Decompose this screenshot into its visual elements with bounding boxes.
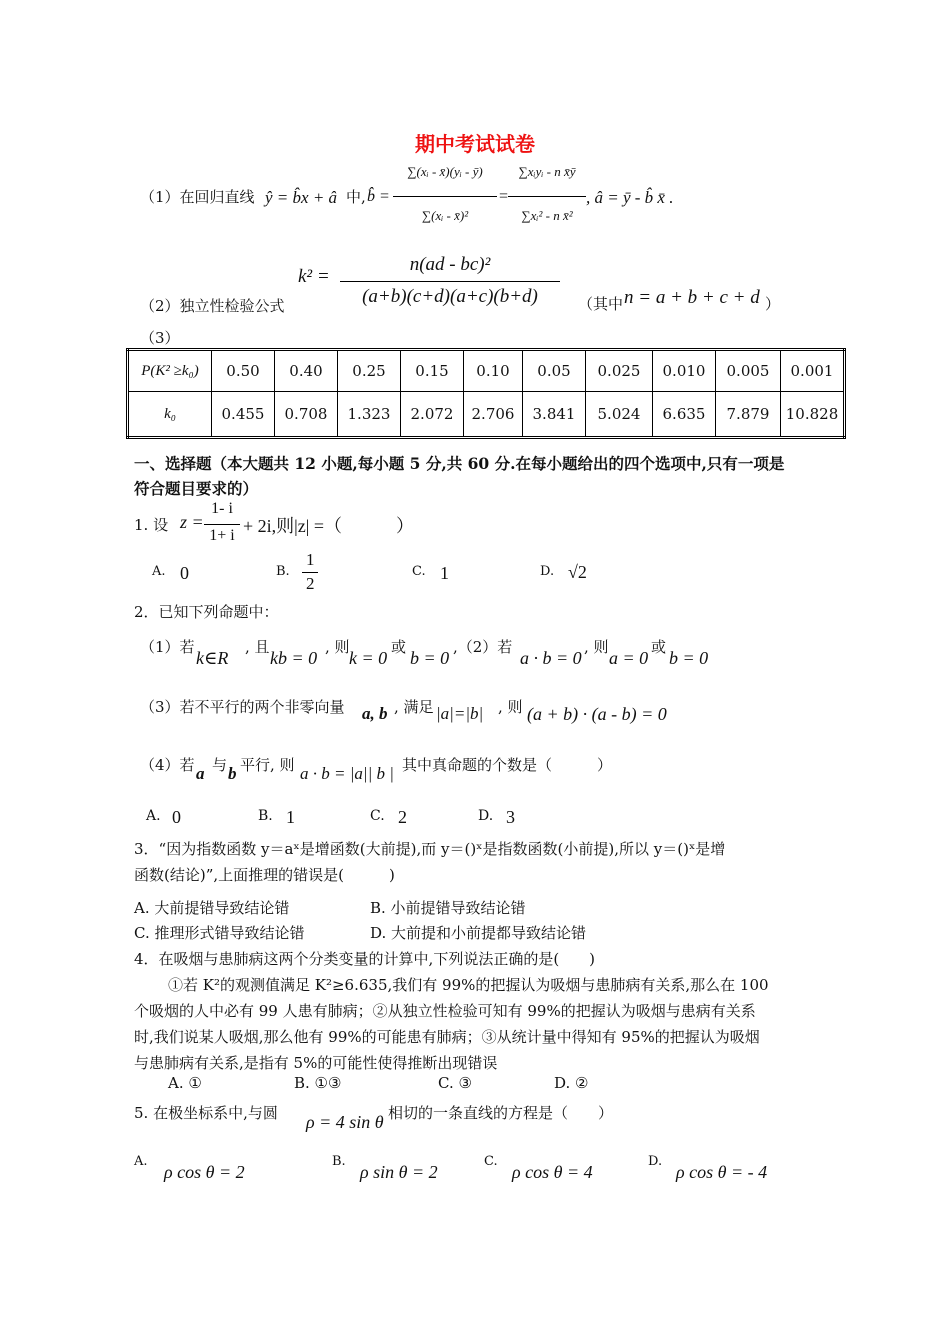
q5-option-a: ρ cos θ = 2 <box>164 1162 245 1182</box>
q1-option-d: √2 <box>568 562 587 582</box>
q1-option-d-label: D. <box>540 564 555 579</box>
formula-b-denominator-2: ∑xᵢ² - n x̄² <box>521 208 573 223</box>
q2-option-a-label: A. <box>146 808 161 824</box>
q4-text-2: 个吸烟的人中必有 99 人患有肺病；②从独立性检验可知有 99%的把握认为吸烟与患病有关系 <box>134 1002 756 1020</box>
q1-option-a-label: A. <box>152 564 166 579</box>
q2-p4-question: 其中真命题的个数是（ ） <box>402 756 613 774</box>
q4-option-b: B. ①③ <box>294 1074 342 1092</box>
q1-option-b-bar <box>302 572 318 573</box>
section-heading: 一、选择题（本大题共 12 小题,每小题 5 分,共 60 分.在每小题给出的四个选项中,只有一项是 <box>134 454 785 473</box>
formula-b-denominator-1: ∑(xᵢ - x̄)² <box>421 208 469 223</box>
q5-stem-tail: 相切的一条直线的方程是（ ） <box>388 1104 614 1122</box>
q2-p4-a: a <box>196 764 205 783</box>
formula-a-hat: , â = ȳ - b̂ x̄ . <box>586 188 674 207</box>
q2-p2-b0: b = 0 <box>669 648 709 668</box>
table-header-p: P(K² ≥k₀) <box>128 350 212 392</box>
formula-2-where-open: （其中 <box>578 295 624 313</box>
q2-p3-equal-norms: |a|=|b| <box>436 704 484 723</box>
q3-option-a: A. 大前提错导致结论错 <box>134 899 290 917</box>
table-cell: 5.024 <box>586 392 653 438</box>
q2-option-c: 2 <box>398 807 407 827</box>
q5-option-a-label: A. <box>134 1154 148 1169</box>
q5-stem: 5. 在极坐标系中,与圆 <box>134 1104 278 1122</box>
equals-sign: = <box>499 188 509 205</box>
q2-p1-or: 或 <box>391 638 407 656</box>
q2-p4-statement: a · b = |a|| b | <box>300 764 394 783</box>
q2-p2-label: ,（2）若 <box>453 638 513 656</box>
q3-option-d: D. 大前提和小前提都导致结论错 <box>370 924 587 942</box>
table-cell: 1.323 <box>338 392 401 438</box>
table-cell: 0.025 <box>586 350 653 392</box>
q2-p4-and: 与 <box>212 756 228 774</box>
q2-p1-k-real: k∈R <box>196 648 229 668</box>
q2-p4-label: （4）若 <box>140 756 195 774</box>
table-cell: 0.010 <box>653 350 716 392</box>
q1-option-b-num: 1 <box>306 550 315 569</box>
table-cell: 0.708 <box>275 392 338 438</box>
q2-option-b: 1 <box>286 807 295 827</box>
q4-text-3: 时,我们说某人吸烟,那么他有 99%的可能患有肺病；③从统计量中得知有 95%的把握认为吸烟 <box>134 1028 760 1046</box>
q4-text-4: 与患肺病有关系,是指有 5%的可能性使得推断出现错误 <box>134 1054 498 1072</box>
table-cell: 0.05 <box>523 350 586 392</box>
formula-k-squared: k² = <box>298 266 330 287</box>
formula-1-label: （1）在回归直线 <box>140 188 255 206</box>
q2-option-a: 0 <box>172 807 181 827</box>
q1-option-c-label: C. <box>412 564 426 579</box>
formula-k-numerator: n(ad - bc)² <box>409 254 491 275</box>
table-cell: 0.001 <box>781 350 845 392</box>
q1-option-c: 1 <box>440 563 449 583</box>
fraction-bar-1 <box>393 196 497 197</box>
q2-p1-and: , 且 <box>245 638 270 656</box>
q4-option-a: A. ① <box>168 1074 202 1092</box>
q2-p2-then: , 则 <box>584 638 609 656</box>
q2-p1-label: （1）若 <box>140 638 195 656</box>
q2-p3-vectors: a, b <box>362 704 388 723</box>
table-cell: 0.005 <box>716 350 781 392</box>
q5-option-c: ρ cos θ = 4 <box>512 1162 593 1182</box>
q1-option-b-label: B. <box>276 564 290 579</box>
q2-p2-dot: a · b = 0 <box>520 648 582 668</box>
fraction-bar-k <box>340 281 560 282</box>
section-heading-cont: 符合题目要求的） <box>134 479 259 498</box>
q3-stem-cont: 函数(结论)”,上面推理的错误是( ) <box>134 866 395 884</box>
q2-option-b-label: B. <box>258 808 273 824</box>
q1-tail: + 2i,则|z| =（ ） <box>243 516 414 536</box>
q2-p3-label: （3）若不平行的两个非零向量 <box>140 698 345 716</box>
q1-option-b-den: 2 <box>306 574 315 593</box>
table-row <box>128 392 845 438</box>
q1-numerator: 1- i <box>211 500 233 517</box>
table-cell: 0.10 <box>464 350 523 392</box>
formula-2-label: （2）独立性检验公式 <box>140 297 285 315</box>
formula-1-mid: 中, <box>346 188 366 206</box>
q1-option-a: 0 <box>180 563 189 583</box>
q4-option-c: C. ③ <box>438 1074 472 1092</box>
q1-fraction-bar <box>204 524 240 525</box>
formula-b-hat: b̂ = <box>367 188 390 205</box>
table-cell: 0.40 <box>275 350 338 392</box>
fraction-bar-2 <box>508 196 586 197</box>
q5-circle: ρ = 4 sin θ <box>306 1112 384 1132</box>
q2-p1-then: , 则 <box>325 638 350 656</box>
q2-p4-b: b <box>228 764 237 783</box>
q3-option-c: C. 推理形式错导致结论错 <box>134 924 305 942</box>
table-cell: 10.828 <box>781 392 845 438</box>
table-cell: 0.50 <box>212 350 275 392</box>
table-cell: 7.879 <box>716 392 781 438</box>
q5-option-d-label: D. <box>648 1154 663 1169</box>
formula-regression-line: ŷ = b̂x + â <box>265 188 338 207</box>
table-header-k0: k₀ <box>128 392 212 438</box>
q4-stem: 4．在吸烟与患肺病这两个分类变量的计算中,下列说法正确的是( ) <box>134 950 596 968</box>
q2-p2-a0: a = 0 <box>609 648 649 668</box>
table-cell: 2.072 <box>401 392 464 438</box>
q2-stem: 2．已知下列命题中： <box>134 603 279 621</box>
q3-stem: 3．“因为指数函数 y＝aˣ是增函数(大前提),而 y＝()ˣ是指数函数(小前提),所以 y＝()ˣ是增 <box>134 840 726 858</box>
table-cell: 0.455 <box>212 392 275 438</box>
page-title: 期中考试试卷 <box>415 132 535 156</box>
q2-p4-parallel: 平行, 则 <box>240 756 295 774</box>
q2-option-c-label: C. <box>370 808 385 824</box>
q2-option-d-label: D. <box>478 808 494 824</box>
q5-option-b: ρ sin θ = 2 <box>360 1162 438 1182</box>
critical-value-table <box>126 348 846 439</box>
q4-text-1: ①若 K²的观测值满足 K²≥6.635,我们有 99%的把握认为吸烟与患肺病有关系,那么在 100 <box>168 976 769 994</box>
formula-3-label: （3） <box>140 329 180 347</box>
q5-option-d: ρ cos θ = - 4 <box>676 1162 768 1182</box>
table-cell: 6.635 <box>653 392 716 438</box>
q2-p2-or: 或 <box>651 638 667 656</box>
formula-k-denominator: (a+b)(c+d)(a+c)(b+d) <box>362 286 538 307</box>
table-row <box>128 350 845 392</box>
formula-b-numerator-2: ∑xᵢyᵢ - n x̄ȳ <box>518 164 576 179</box>
q3-option-b: B. 小前提错导致结论错 <box>370 899 526 917</box>
formula-n-sum: n = a + b + c + d <box>624 287 760 308</box>
table-cell: 2.706 <box>464 392 523 438</box>
formula-b-numerator-1: ∑(xᵢ - x̄)(yᵢ - ȳ) <box>407 164 483 179</box>
q2-p1-kb: kb = 0 <box>270 648 318 668</box>
q2-p3-then: , 则 <box>498 698 523 716</box>
q1-denominator: 1+ i <box>209 527 235 544</box>
table-cell: 0.15 <box>401 350 464 392</box>
q1-z: z = <box>180 512 204 532</box>
table-cell: 3.841 <box>523 392 586 438</box>
q4-option-d: D. ② <box>554 1074 589 1092</box>
formula-2-where-close: ） <box>765 295 781 313</box>
table-cell: 0.25 <box>338 350 401 392</box>
q2-option-d: 3 <box>506 807 515 827</box>
q5-option-b-label: B. <box>332 1154 346 1169</box>
q2-p1-b0: b = 0 <box>410 648 450 668</box>
q2-p3-satisfy: , 满足 <box>394 698 434 716</box>
q2-p1-k0: k = 0 <box>349 648 388 668</box>
q2-p3-result: (a + b) · (a - b) = 0 <box>527 704 667 724</box>
q5-option-c-label: C. <box>484 1154 498 1169</box>
q1-stem: 1. 设 <box>134 516 169 534</box>
